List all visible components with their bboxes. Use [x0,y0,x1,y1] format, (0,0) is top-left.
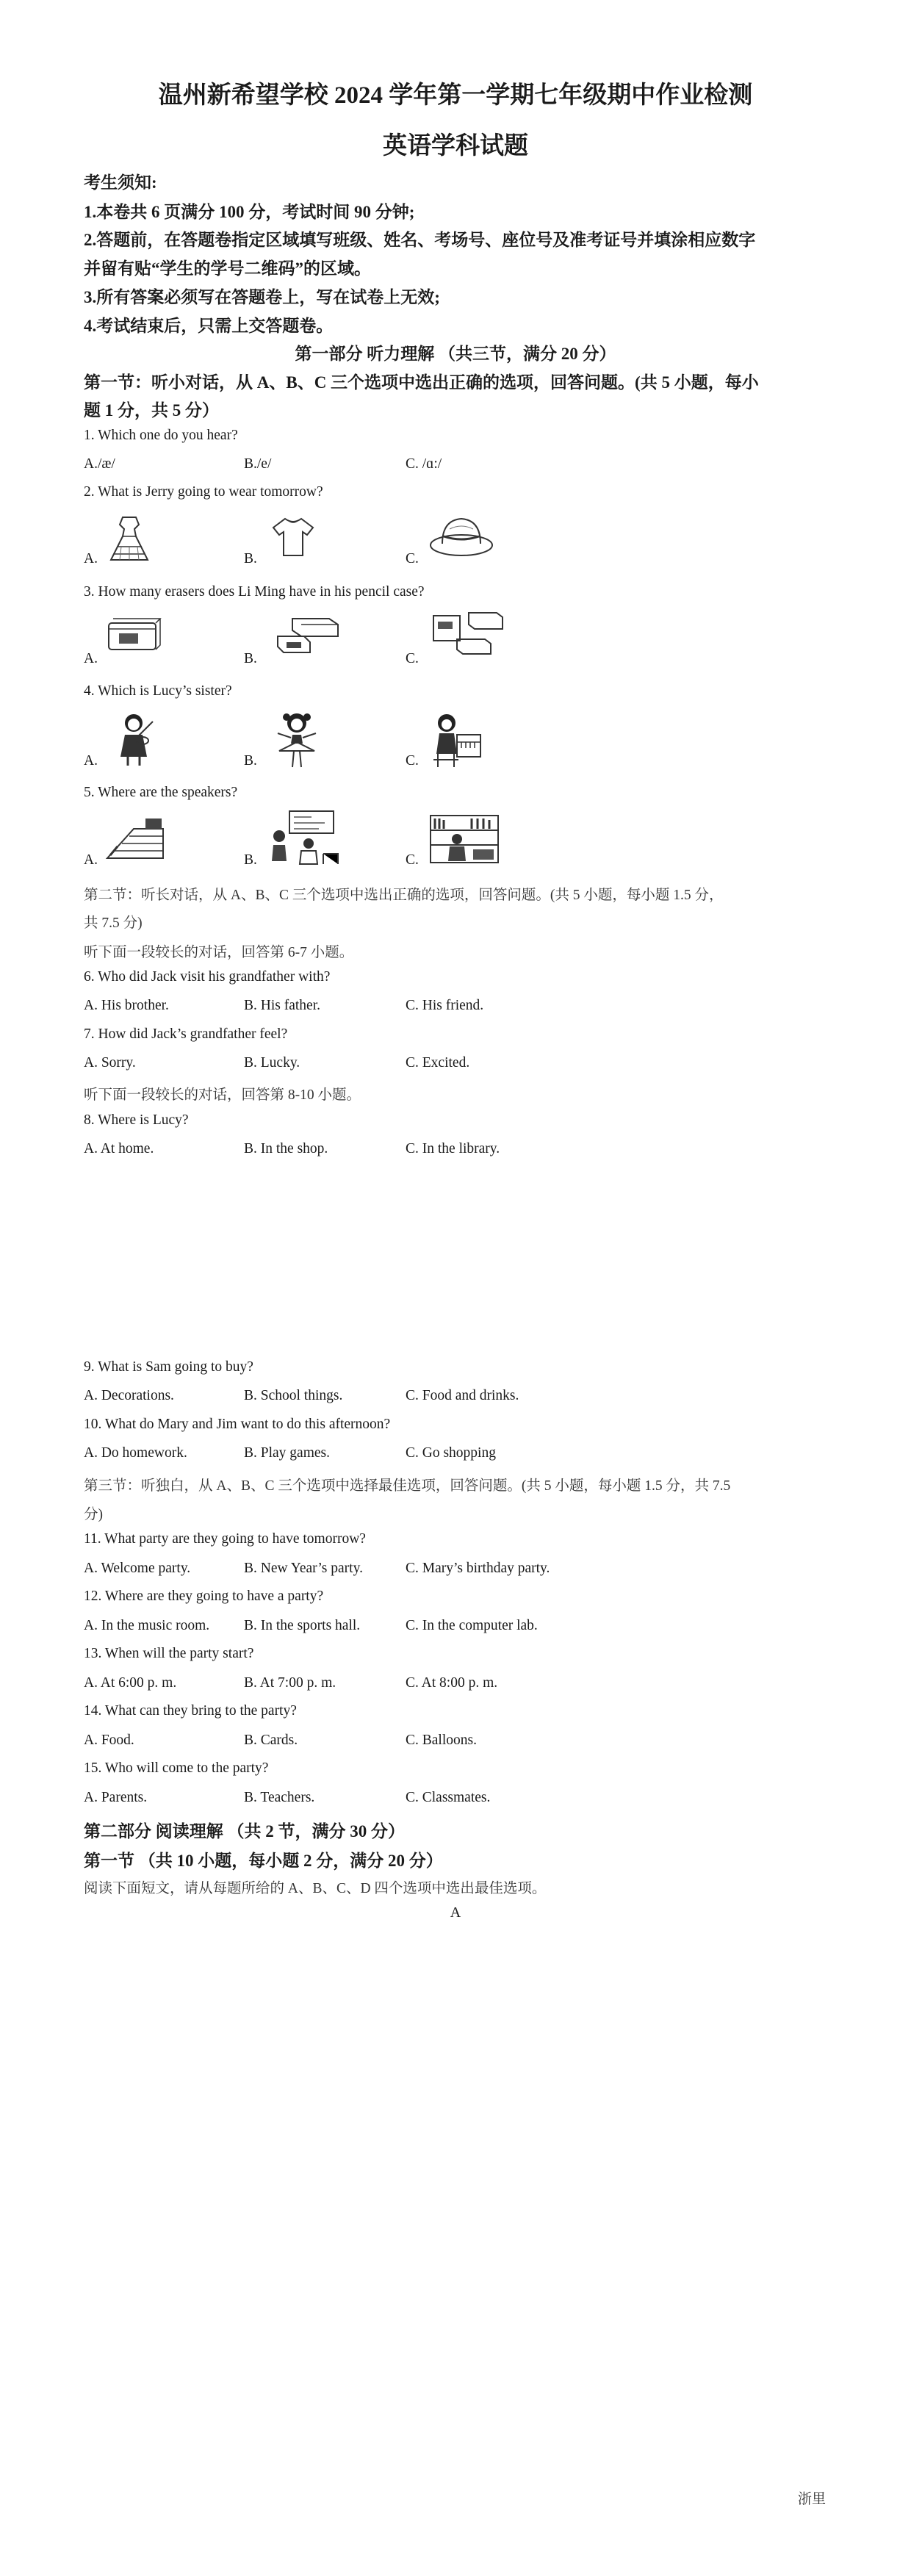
q1-option-c: C. /ɑ:/ [406,456,442,472]
girl-playing-violin-icon [109,711,160,769]
q11-option-c: C. Mary’s birthday party. [406,1561,550,1576]
question-12: 12. Where are they going to have a party? [84,1589,324,1604]
q2-option-c: C. [406,551,419,566]
part1-title: 第一部分 听力理解 （共三节，满分 20 分） [295,345,616,363]
notice-heading: 考生须知: [84,173,157,192]
erasers-icon [428,610,508,658]
q2-option-b: B. [244,551,257,566]
exam-title: 温州新希望学校 2024 学年第一学期七年级期中作业检测 [158,82,753,109]
q10-option-c: C. Go shopping [406,1445,496,1461]
q11-option-a: A. Welcome party. [84,1561,191,1576]
q13-option-a: A. At 6:00 p. m. [84,1675,177,1691]
section2-intro-8-10: 听下面一段较长的对话，回答第 8-10 小题。 [84,1087,361,1103]
question-6: 6. Who did Jack visit his grandfather with? [84,969,331,985]
q13-option-c: C. At 8:00 p. m. [406,1675,498,1691]
classroom-icon [267,808,341,867]
q6-option-b: B. His father. [244,998,320,1013]
section1-instruction-cont: 题 1 分，共 5 分） [84,401,219,420]
question-7: 7. How did Jack’s grandfather feel? [84,1026,288,1042]
library-icon [428,813,501,866]
q12-option-a: A. In the music room. [84,1618,210,1633]
hat-icon [428,513,495,561]
notice-item: 4.考试结束后，只需上交答题卷。 [84,317,334,335]
q10-option-b: B. Play games. [244,1445,330,1461]
girl-playing-piano-icon [428,711,483,770]
q14-option-c: C. Balloons. [406,1733,477,1748]
q14-option-b: B. Cards. [244,1733,298,1748]
notice-item: 并留有贴“学生的学号二维码”的区域。 [84,259,371,278]
q6-option-a: A. His brother. [84,998,169,1013]
q1-option-b: B./e/ [244,456,272,472]
q10-option-a: A. Do homework. [84,1445,187,1461]
question-13: 13. When will the party start? [84,1646,254,1661]
question-3: 3. How many erasers does Li Ming have in his pencil case? [84,584,425,600]
q8-option-a: A. At home. [84,1141,154,1156]
q13-option-b: B. At 7:00 p. m. [244,1675,336,1691]
q4-option-a: A. [84,753,98,769]
q3-option-b: B. [244,651,257,666]
passage-label: A [450,1904,461,1921]
q6-option-c: C. His friend. [406,998,484,1013]
page-footer: 浙里 [798,2492,827,2507]
tshirt-icon [270,514,316,560]
q5-option-b: B. [244,852,257,868]
q1-option-a: A./æ/ [84,456,115,472]
q9-option-c: C. Food and drinks. [406,1388,519,1403]
q5-option-a: A. [84,852,98,868]
notice-item: 2.答题前，在答题卷指定区域填写班级、姓名、考场号、座位号及准考证号并填涂相应数字 [84,231,756,249]
q14-option-a: A. Food. [84,1733,134,1748]
section2-instruction-cont: 共 7.5 分) [84,915,143,931]
section3-instruction: 第三节：听独白，从 A、B、C 三个选项中选择最佳选项，回答问题。(共 5 小题，每小题 1.5 分，共 7.5 [84,1478,731,1494]
q3-option-c: C. [406,651,419,666]
girl-dancing-icon [270,711,323,770]
q15-option-b: B. Teachers. [244,1790,315,1805]
q12-option-b: B. In the sports hall. [244,1618,361,1633]
question-9: 9. What is Sam going to buy? [84,1359,253,1375]
part2-title: 第二部分 阅读理解 （共 2 节，满分 30 分） [84,1822,405,1841]
question-14: 14. What can they bring to the party? [84,1703,297,1719]
question-2: 2. What is Jerry going to wear tomorrow? [84,484,323,500]
q5-option-c: C. [406,852,419,868]
q8-option-c: C. In the library. [406,1141,500,1156]
question-15: 15. Who will come to the party? [84,1760,269,1776]
section3-instruction-cont: 分) [84,1507,103,1522]
q9-option-a: A. Decorations. [84,1388,174,1403]
erasers-icon [270,614,344,658]
q12-option-c: C. In the computer lab. [406,1618,538,1633]
q3-option-a: A. [84,651,98,666]
notice-item: 1.本卷共 6 页满分 100 分，考试时间 90 分钟; [84,203,415,221]
question-10: 10. What do Mary and Jim want to do this afternoon? [84,1417,391,1432]
question-11: 11. What party are they going to have tomorrow? [84,1531,366,1547]
section1-instruction: 第一节：听小对话，从 A、B、C 三个选项中选出正确的选项，回答问题。(共 5 小题，每小 [84,373,759,392]
q9-option-b: B. School things. [244,1388,343,1403]
q15-option-a: A. Parents. [84,1790,148,1805]
q8-option-b: B. In the shop. [244,1141,328,1156]
dress-icon [107,514,152,564]
q7-option-b: B. Lucky. [244,1055,300,1071]
q2-option-a: A. [84,551,98,566]
exam-subtitle: 英语学科试题 [383,133,528,159]
question-5: 5. Where are the speakers? [84,785,238,800]
section2-instruction: 第二节：听长对话，从 A、B、C 三个选项中选出正确的选项，回答问题。(共 5 小题，每小题 1.5 分， [84,888,724,903]
q4-option-b: B. [244,753,257,769]
question-8: 8. Where is Lucy? [84,1112,189,1128]
question-1: 1. Which one do you hear? [84,428,238,443]
section2-intro-6-7: 听下面一段较长的对话，回答第 6-7 小题。 [84,945,354,960]
notice-item: 3.所有答案必须写在答题卷上，写在试卷上无效; [84,288,440,306]
q4-option-c: C. [406,753,419,769]
pencil-case-icon [104,614,163,657]
q7-option-c: C. Excited. [406,1055,470,1071]
q15-option-c: C. Classmates. [406,1790,491,1805]
part2-section1-title: 第一节 （共 10 小题，每小题 2 分，满分 20 分） [84,1852,443,1870]
part2-instruction: 阅读下面短文，请从每题所给的 A、B、C、D 四个选项中选出最佳选项。 [84,1881,547,1896]
question-4: 4. Which is Lucy’s sister? [84,683,232,699]
q7-option-a: A. Sorry. [84,1055,136,1071]
sports-field-icon [104,814,166,863]
q11-option-b: B. New Year’s party. [244,1561,363,1576]
